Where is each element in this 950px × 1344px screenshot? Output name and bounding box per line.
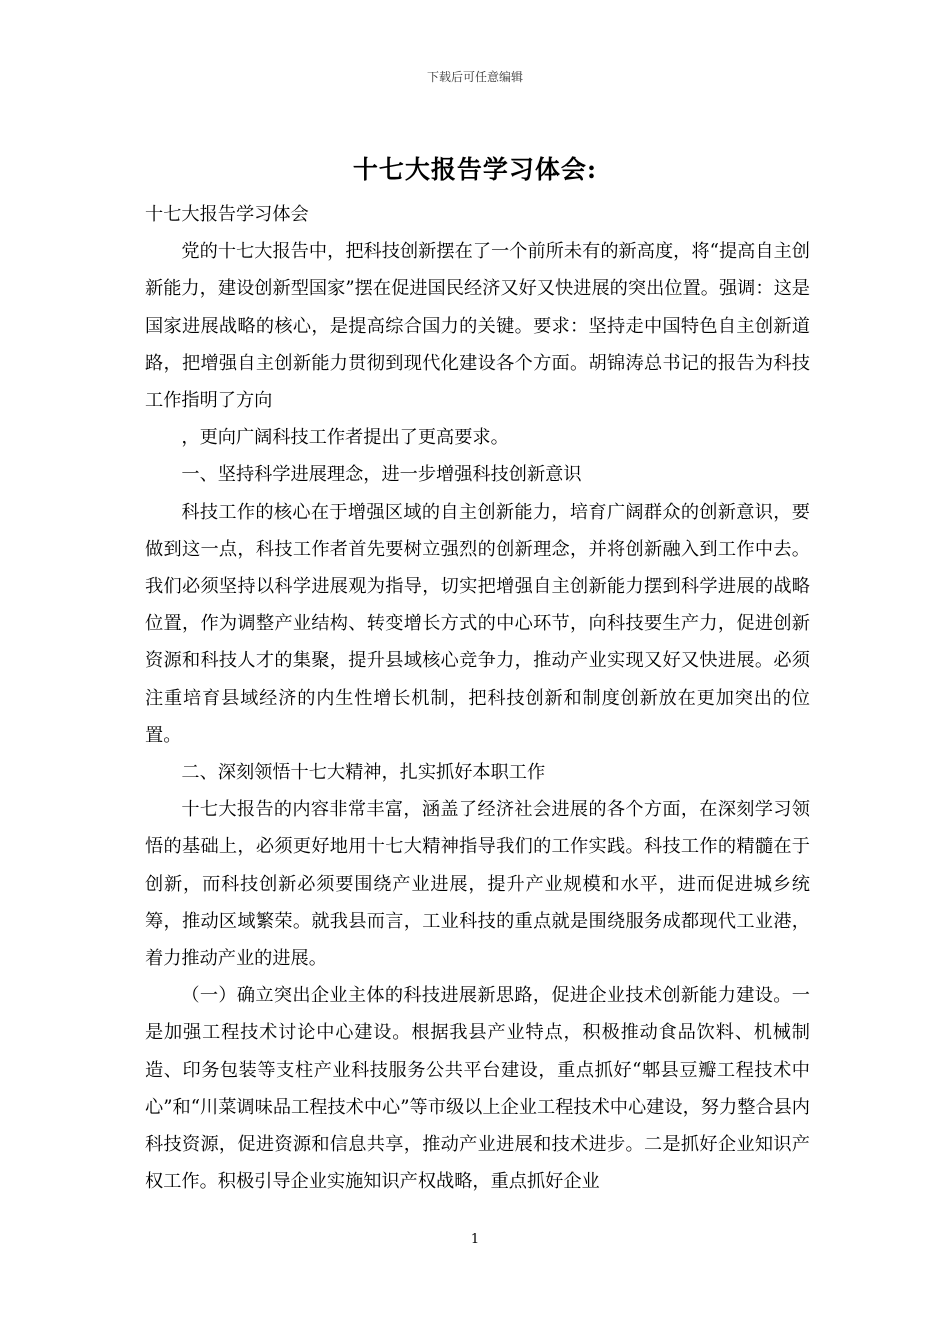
- paragraph-subtitle: 十七大报告学习体会: [145, 204, 309, 225]
- section-heading: 二、深刻领悟十七大精神，扎实抓好本职工作: [181, 762, 546, 784]
- section-heading: 一、坚持科学进展理念，进一步增强科技创新意识: [181, 464, 582, 486]
- paragraph: ，更向广阔科技工作者提出了更高要求。: [181, 427, 509, 449]
- document-body: [145, 196, 810, 1200]
- paragraph: 科技工作的核心在于增强区域的自主创新能力，培育广阔群众的创新意识，要做到这一点，科技工作者首先要树立强烈的创新理念，并将创新融入到工作中去。我们必须坚持以科学进展观为指导，切实把增强自主创新能力摆到科学进展的战略位置，作为调整产业结构、转变增长方式的中心环节，向科技要生产力，促进创新资源和科技人才的集聚，提升县域核心竞争力，推动产业实现又好又快进展。必须注重培育县域经济的内生性增长机制，把科技创新和制度创新放在更加突出的位置。: [145, 501, 810, 746]
- page-number: 1: [470, 1232, 480, 1247]
- paragraph: 党的十七大报告中，把科技创新摆在了一个前所未有的新高度，将“提高自主创新能力，建设创新型国家”摆在促进国民经济又好又快进展的突出位置。强调：这是国家进展战略的核心，是提高综合国力的关键。要求：坚持走中国特色自主创新道路，把增强自主创新能力贯彻到现代化建设各个方面。胡锦涛总书记的报告为科技工作指明了方向: [145, 241, 810, 412]
- paragraph: 十七大报告的内容非常丰富，涵盖了经济社会进展的各个方面，在深刻学习领悟的基础上，必须更好地用十七大精神指导我们的工作实践。科技工作的精髓在于创新，而科技创新必须要围绕产业进展，提升产业规模和水平，进而促进城乡统筹，推动区域繁荣。就我县而言，工业科技的重点就是围绕服务成都现代工业港，着力推动产业的进展。: [145, 799, 810, 970]
- paragraph: （一）确立突出企业主体的科技进展新思路，促进企业技术创新能力建设。一是加强工程技术讨论中心建设。根据我县产业特点，积极推动食品饮料、机械制造、印务包装等支柱产业科技服务公共平台建设，重点抓好“郫县豆瓣工程技术中心”和“川菜调味品工程技术中心”等市级以上企业工程技术中心建设，努力整合县内科技资源，促进资源和信息共享，推动产业进展和技术进步。二是抓好企业知识产权工作。积极引导企业实施知识产权战略，重点抓好企业: [145, 985, 810, 1193]
- header-note: 下载后可任意编辑: [426, 70, 523, 84]
- document-title: 十七大报告学习体会:: [352, 155, 598, 184]
